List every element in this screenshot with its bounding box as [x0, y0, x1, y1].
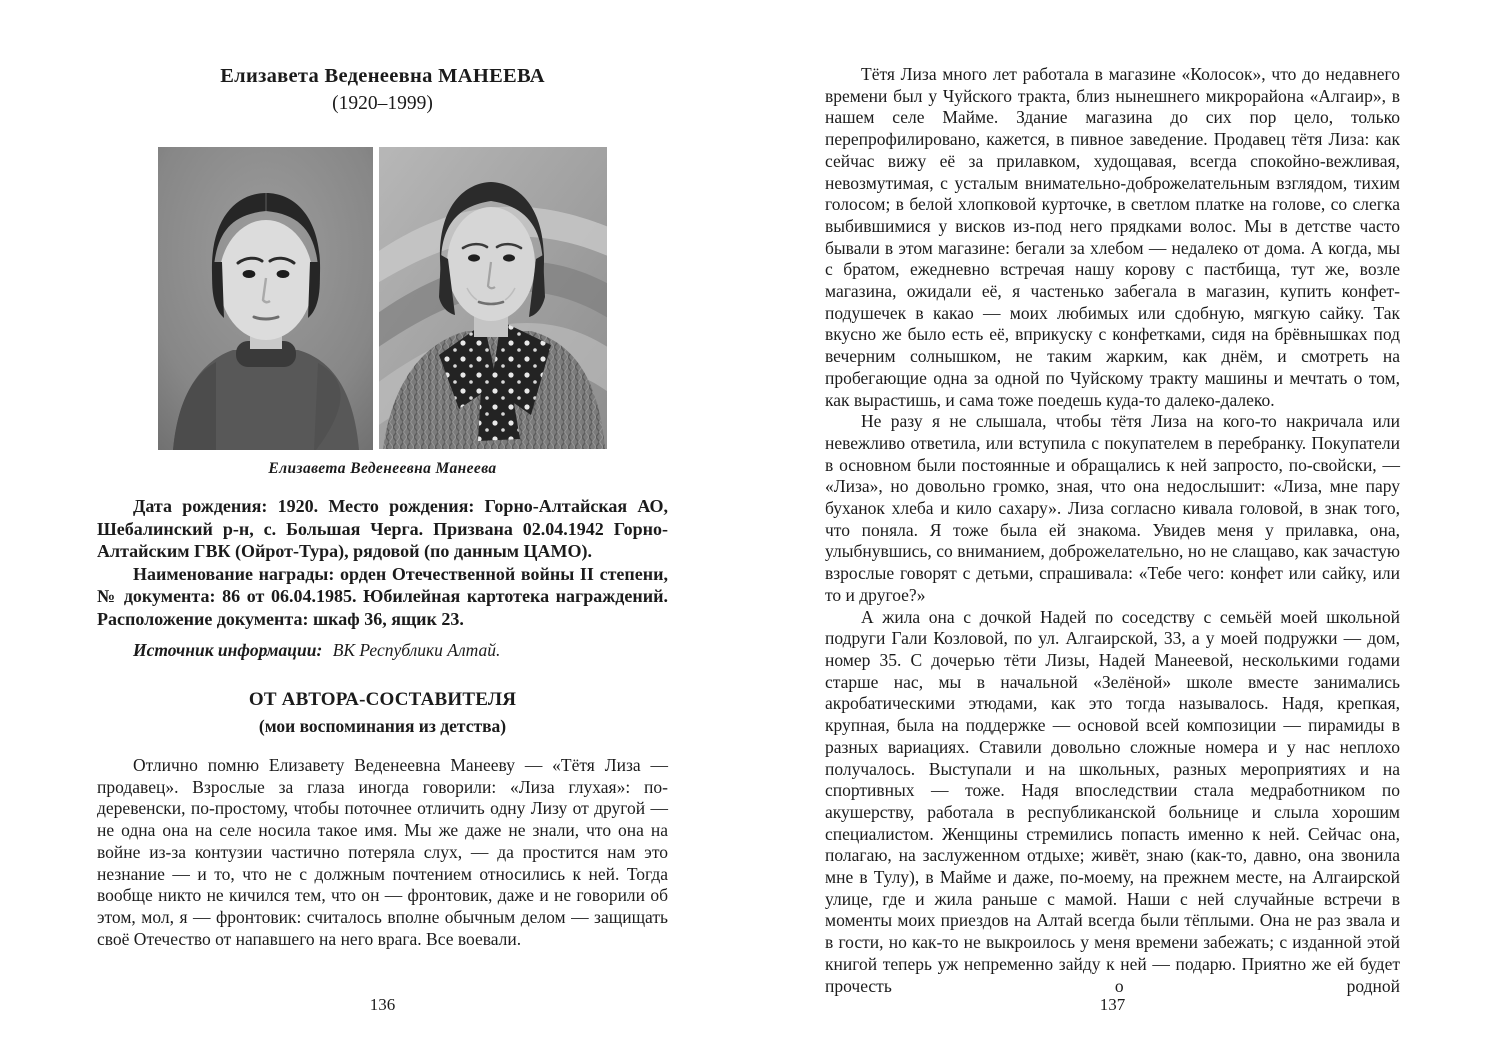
photos-row: [97, 147, 668, 450]
page-number-left: 136: [369, 995, 396, 1014]
life-years: (1920–1999): [332, 93, 433, 114]
photo-young-portrait: [158, 147, 373, 450]
award-record-paragraph: Наименование награды: орден Отечественной войны II степени, № документа: 86 от 06.04.1985. Юбилейная картотека награждений. Расположение документа: шкаф 36, ящик 23.: [97, 563, 668, 629]
memoir-paragraph: Тётя Лиза много лет работала в магазине «Колосок», что до недавнего времени был у Чуйского тракта, близ нынешнего микрорайона «Алгаир», в нашем селе Майме. Здание магазина до сих пор цело, только перепрофилировано, кажется, в пивное заведение. Продавец тётя Лиза: как сейчас вижу её за прилавком, худощавая, всегда спокойно-вежливая, невозмутимая, с усталым внимательно-доброжелательным взглядом, тихим голосом; в белой хлопковой курточке, в светлом платке на голове, со слегка выбившимися у висков из-под него прядками волос. Мы в детстве часто бывали в этом магазине: бегали за хлебом — недалеко от дома. А когда, мы с братом, ежедневно встречая нашу корову с пастбища, тут же, возле магазина, ожидали её, я частенько забегала в магазин, купить конфет-подушечек в какао — моих любимых или сдобную, мягкую сайку. Так вкусно же было есть её, вприкуску с конфетками, сидя на брёвнышках под вечерним солнышком, не таким жарким, как днём, и смотреть на пробегающие одна за одной по Чуйскому тракту машины и мечтать о том, как вырастишь, и сама тоже поедешь куда-то далеко-далеко.: [825, 64, 1400, 410]
photo-caption: Елизавета Веденеевна Манеева: [268, 460, 497, 477]
source-value: ВК Республики Алтай.: [332, 640, 501, 660]
page-137: [825, 0, 1400, 1058]
birth-record-paragraph: Дата рождения: 1920. Место рождения: Горно-Алтайская АО, Шебалинский р-н, с. Большая Черга. Призвана 02.04.1942 Горно-Алтайским ГВК (Ойрот-Тура), рядовой (по данным ЦАМО).: [97, 496, 668, 561]
source-line: [97, 639, 668, 661]
person-name-heading: Елизавета Веденеевна МАНЕЕВА: [220, 65, 545, 87]
memoir-paragraph: А жила она с дочкой Надей по соседству с семьёй моей школьной подруги Гали Козловой, по ул. Алгаирской, 33, а у моей подружки — дом, номер 35. С дочерью тёти Лизы, Надей Манеевой, несколькими годами старше нас, мы в начальной «Зелёной» школе вместе занимались акробатическими этюдами, как это тогда называлось. Надя, крепкая, крупная, была на поддержке — основой всей композиции — пирамиды в разных вариациях. Ставили довольно сложные номера и у нас неплохо получалось. Выступали и на школьных, разных мероприятиях и на спортивных — тоже. Надя впоследствии стала медработником по акушерству, работала в республиканской больнице и слыла хорошим специалистом. Женщины стремились попасть именно к ней. Сейчас она, полагаю, на заслуженном отдыхе; живёт, знаю (как-то, давно, она звонила мне в Тулу), в Майме и даже, по-моему, на прежнем месте, на Алгаирской улице, где и жила раньше с мамой. Наши с ней случайные встречи в моменты моих приездов на Алтай всегда были тёплыми. Она не раз звала и в гости, но как-то не выкроилось у меня времени забежать; с изданной этой книгой теперь уж непременно зайду к ней — подарю. Приятно же ей будет прочесть о родной: [825, 606, 1400, 996]
photos-figure: [97, 147, 668, 478]
section-heading: ОТ АВТОРА-СОСТАВИТЕЛЯ: [248, 689, 517, 710]
source-label: Источник информации:: [133, 640, 323, 660]
page-number-right: 137: [1099, 995, 1126, 1014]
memoir-paragraph: Отлично помню Елизавету Веденеевна Манееву — «Тётя Лиза — продавец». Взрослые за глаза иногда говорили: «Лиза глухая»: по-деревенски, по-простому, чтобы поточнее отличить одну Лизу от другой — не одна она на селе носила такое имя. Мы же даже не знали, что она на войне из-за контузии частично потеряла слух, — да простится нам это незнание — и то, что не с должным почтением относились к ней. Тогда вообще никто не кичился тем, что он — фронтовик, даже и не говорили об этом, мол, я — фронтовик: считалось вполне обычным делом — защищать своё Отечество от напавшего на него врага. Все воевали.: [97, 755, 668, 949]
record-block: [97, 495, 668, 630]
section-subheading: (мои воспоминания из детства): [258, 716, 507, 736]
memoir-paragraph: Не разу я не слышала, чтобы тётя Лиза на кого-то накричала или невежливо ответила, или вступила с покупателем в перебранку. Покупатели в основном были постоянные и обращались к ней запросто, по-свойски, — «Лиза», но довольно громко, зная, что она недослышит: «Лиза, мне пару буханок хлеба и кило сахару». Лиза согласно кивала головой, в знак того, что поняла. Я тоже была ей знакома. Увидев меня у прилавка, она, улыбнувшись, со вниманием, доброжелательно, но не слащаво, как зачастую взрослые говорят с детьми, спрашивала: «Тебе чего: конфет или сайку, или то и другое?»: [825, 411, 1400, 605]
page-136: [97, 0, 668, 1058]
photo-elderly-portrait: [379, 147, 607, 449]
